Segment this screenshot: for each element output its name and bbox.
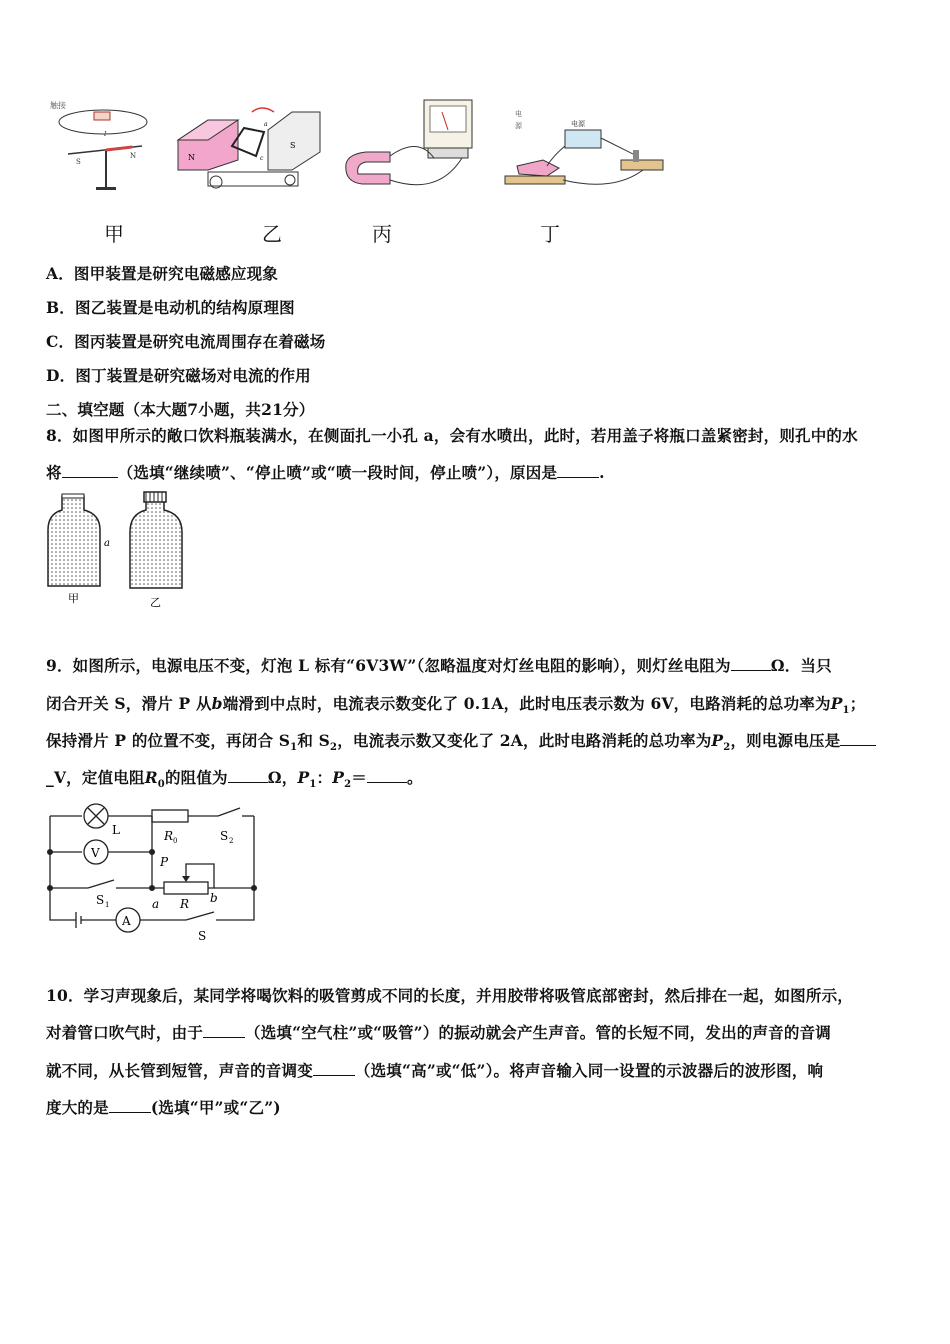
q8-line1: 8．如图甲所示的敞口饮料瓶装满水，在侧面扎一小孔 a，会有水喷出，此时，若用盖子将瓶口盖紧密封，则孔中的水 bbox=[46, 426, 858, 445]
q9-line4-start: _V，定值电阻 bbox=[46, 768, 145, 787]
q9-line3 bbox=[46, 729, 876, 753]
q8-line2 bbox=[46, 461, 605, 483]
jia-i-label: I bbox=[104, 131, 107, 138]
label-yi: 乙 bbox=[262, 222, 282, 246]
q10-blank-3[interactable] bbox=[109, 1098, 151, 1113]
option-b: B．图乙装置是电动机的结构原理图 bbox=[46, 298, 295, 317]
q9-line3-start: 保持滑片 P 的位置不变，再闭合 S bbox=[46, 731, 291, 750]
q9-line2-semi: ； bbox=[849, 694, 866, 713]
q8-line2-start: 将 bbox=[46, 463, 62, 482]
q9-line3-middle: ，电流表示数又变化了 2A，此时电路消耗的总功率为 bbox=[337, 731, 712, 750]
q9-line3-sub2: 2 bbox=[330, 742, 338, 754]
circuit-label-r0: R bbox=[164, 829, 174, 843]
q9-line4-ohm: Ω， bbox=[267, 768, 298, 787]
figure-q8-drawing bbox=[42, 490, 192, 616]
circuit-label-s: S bbox=[198, 929, 207, 943]
ding-note-1: 电 bbox=[515, 110, 522, 118]
ding-box-label: 电源 bbox=[571, 120, 585, 128]
option-d: D．图丁装置是研究磁场对电流的作用 bbox=[46, 366, 311, 385]
q9-line2-p: P bbox=[830, 694, 843, 713]
circuit-label-s2-sub: 2 bbox=[229, 837, 234, 845]
q9-line4-middle: 的阻值为 bbox=[164, 768, 228, 787]
q10-line4-end: (选填“甲”或“乙”) bbox=[150, 1098, 281, 1117]
circuit-label-s1-sub: 1 bbox=[105, 901, 110, 909]
circuit-label-r: R bbox=[180, 897, 190, 911]
figure-bing-drawing bbox=[338, 96, 488, 196]
q10-line2-end: （选填“空气柱”或“吸管”）的振动就会产生声音。管的长短不同，发出的声音的音调 bbox=[245, 1023, 831, 1042]
ding-note-2: 源 bbox=[515, 122, 522, 130]
circuit-label-s2: S bbox=[220, 829, 229, 843]
q9-line4-eq: ＝ bbox=[351, 768, 367, 787]
q9-line3-end: ，则电源电压是 bbox=[730, 731, 841, 750]
q9-line2-b: b bbox=[211, 694, 223, 713]
figure-q9-circuit bbox=[40, 800, 268, 948]
q9-line3-sub2b: 2 bbox=[723, 742, 731, 754]
q8-fig-a: a bbox=[104, 538, 110, 549]
figure-q9-drawing bbox=[40, 800, 268, 948]
q8-line2-middle: （选填“继续喷”、“停止喷”或“喷一段时间，停止喷”），原因是 bbox=[117, 463, 558, 482]
circuit-label-p: P bbox=[160, 855, 169, 869]
q9-line2-middle: 端滑到中点时，电流表示数变化了 0.1A，此时电压表示数为 6V，电路消耗的总功率为 bbox=[222, 694, 831, 713]
section-heading: 二、填空题（本大题7小题，共21分） bbox=[46, 400, 315, 419]
circuit-label-b-end: b bbox=[210, 891, 218, 905]
q9-line2-sub1: 1 bbox=[842, 705, 850, 717]
q9-line3-and: 和 S bbox=[297, 731, 331, 750]
jia-n-label: N bbox=[130, 152, 137, 160]
option-c: C．图丙装置是研究电流周围存在着磁场 bbox=[46, 332, 326, 351]
figure-ding bbox=[503, 106, 669, 202]
q9-line3-sub1: 1 bbox=[290, 742, 298, 754]
q9-line4-sub0: 0 bbox=[157, 779, 165, 791]
q9-line4-r: R bbox=[144, 768, 158, 787]
circuit-label-r0-sub: 0 bbox=[173, 837, 178, 845]
q9-line3-p: P bbox=[711, 731, 724, 750]
figure-jia bbox=[48, 96, 158, 196]
q10-blank-1[interactable] bbox=[203, 1023, 245, 1038]
q8-blank-2[interactable] bbox=[557, 463, 599, 478]
q10-line4 bbox=[46, 1096, 281, 1118]
label-bing: 丙 bbox=[372, 222, 392, 246]
q9-line1-start: 9．如图所示，电源电压不变，灯泡 L 标有“6V3W”（忽略温度对灯丝电阻的影响），则灯丝电阻为 bbox=[46, 656, 731, 675]
circuit-label-l: L bbox=[112, 823, 120, 837]
figure-yi bbox=[172, 98, 324, 196]
q9-line4-colon: ： bbox=[316, 768, 333, 787]
q8-fig-jia: 甲 bbox=[68, 592, 79, 605]
q8-blank-1[interactable] bbox=[62, 463, 118, 478]
q10-line2 bbox=[46, 1021, 831, 1043]
q9-line2-start: 闭合开关 S，滑片 P 从 bbox=[46, 694, 212, 713]
q9-blank-resistance[interactable] bbox=[731, 656, 771, 671]
circuit-label-a-end: a bbox=[152, 897, 160, 911]
q9-line4-sub2: 2 bbox=[344, 779, 352, 791]
figure-bing bbox=[338, 96, 488, 196]
yi-n-label: N bbox=[188, 153, 195, 162]
circuit-label-v: V bbox=[91, 846, 100, 860]
q10-line3 bbox=[46, 1059, 823, 1081]
q10-line2-start: 对着管口吹气时，由于 bbox=[46, 1023, 204, 1042]
option-a: A．图甲装置是研究电磁感应现象 bbox=[46, 264, 279, 283]
q8-fig-yi: 乙 bbox=[150, 596, 161, 609]
q10-line4-start: 度大的是 bbox=[46, 1098, 109, 1117]
q10-line3-end: （选填“高”或“低”）。将声音输入同一设置的示波器后的波形图，响 bbox=[354, 1061, 824, 1080]
yi-s-label: S bbox=[290, 141, 296, 150]
q8-line2-end: . bbox=[599, 463, 605, 482]
yi-a-label: a bbox=[264, 121, 268, 128]
jia-note: 触接 bbox=[50, 101, 66, 110]
figure-ding-drawing bbox=[503, 106, 669, 202]
q9-line4 bbox=[46, 766, 423, 790]
figure-jia-drawing bbox=[48, 96, 158, 196]
q9-line4-p2: P bbox=[332, 768, 345, 787]
q9-blank-voltage[interactable] bbox=[840, 731, 876, 746]
q9-blank-ratio[interactable] bbox=[367, 768, 407, 783]
circuit-label-a: A bbox=[122, 914, 131, 928]
jia-s-label: S bbox=[76, 158, 81, 166]
label-jia: 甲 bbox=[104, 222, 124, 246]
q9-line1 bbox=[46, 654, 832, 676]
q9-line1-end: Ω．当只 bbox=[770, 656, 832, 675]
label-ding: 丁 bbox=[540, 222, 560, 246]
q10-blank-2[interactable] bbox=[313, 1061, 355, 1076]
q10-line3-start: 就不同，从长管到短管，声音的音调变 bbox=[46, 1061, 313, 1080]
q10-line1: 10．学习声现象后，某同学将喝饮料的吸管剪成不同的长度，并用胶带将吸管底部密封，然后排在一起，如图所示， bbox=[46, 986, 853, 1005]
circuit-label-s1: S bbox=[96, 893, 105, 907]
yi-c-label: c bbox=[260, 155, 264, 162]
q9-blank-r0[interactable] bbox=[228, 768, 268, 783]
figure-yi-drawing bbox=[172, 98, 324, 196]
q9-line2 bbox=[46, 692, 865, 716]
q9-line4-period: 。 bbox=[406, 768, 423, 787]
figure-q8-bottles bbox=[42, 490, 192, 616]
q9-line4-p1: P bbox=[297, 768, 310, 787]
q9-line4-sub1: 1 bbox=[309, 779, 317, 791]
